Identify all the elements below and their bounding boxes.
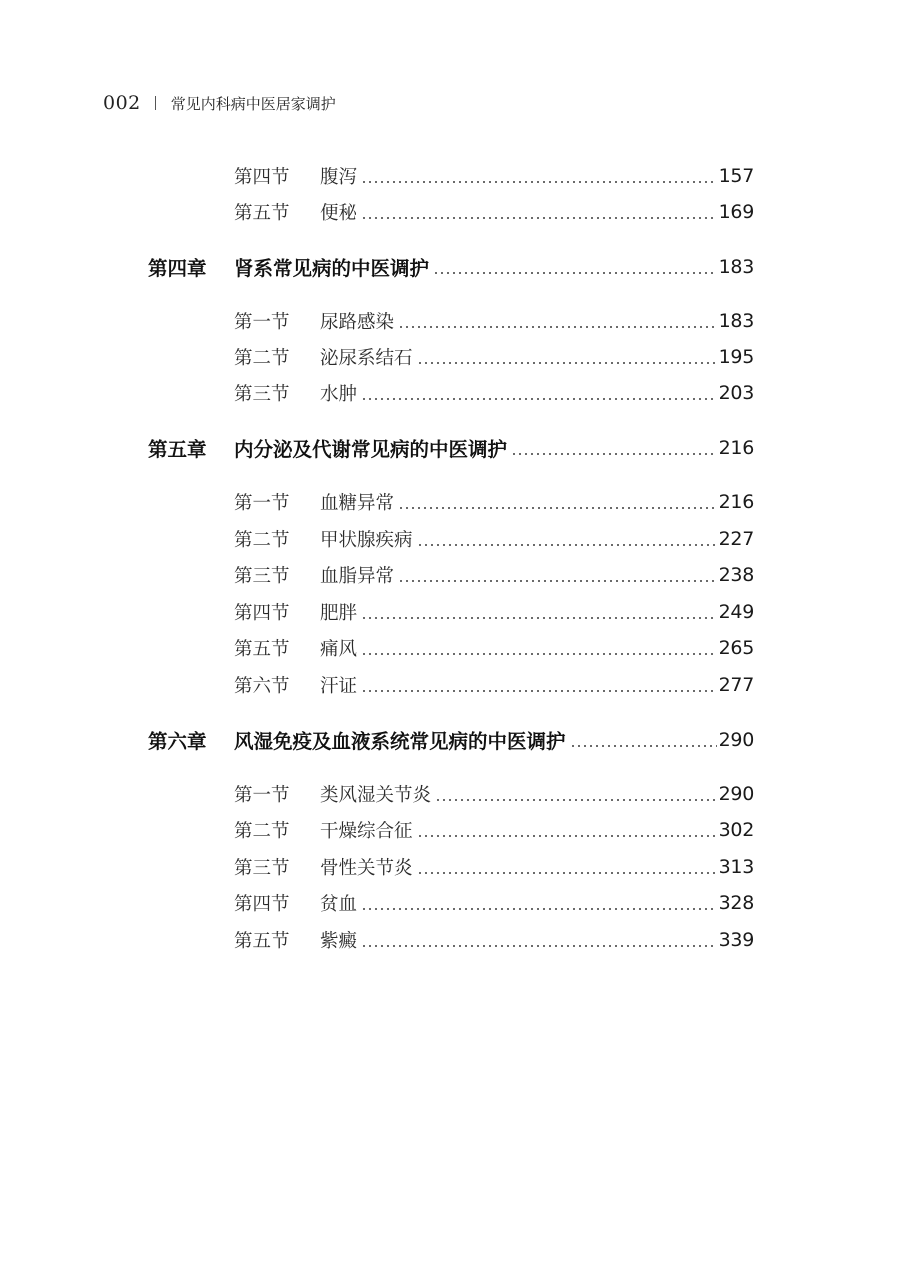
toc-section-row[interactable] xyxy=(234,524,754,554)
toc-section-row[interactable] xyxy=(234,342,754,372)
page-ref: 290 xyxy=(718,729,754,751)
dot-leader xyxy=(361,181,717,183)
dot-leader xyxy=(433,272,717,274)
section-label: 第一节 xyxy=(234,785,290,806)
toc-section-row[interactable] xyxy=(234,161,754,191)
toc-section-row[interactable] xyxy=(234,815,754,845)
toc-chapter-row[interactable] xyxy=(148,433,754,463)
page-number: 002 xyxy=(103,92,141,114)
dot-leader xyxy=(361,653,717,655)
section-title: 紫癜 xyxy=(320,931,358,952)
toc-section-row[interactable] xyxy=(234,633,754,663)
page-ref: 157 xyxy=(718,165,754,187)
chapter-title: 肾系常见病的中医调护 xyxy=(234,257,430,280)
section-title: 泌尿系结石 xyxy=(320,348,413,369)
toc-section-row[interactable] xyxy=(234,852,754,882)
section-title: 痛风 xyxy=(320,639,358,660)
section-title: 便秘 xyxy=(320,203,358,224)
toc-section-row[interactable] xyxy=(234,597,754,627)
toc-section-row[interactable] xyxy=(234,487,754,517)
page-ref: 216 xyxy=(718,437,754,459)
section-title: 汗证 xyxy=(320,676,358,697)
page-ref: 249 xyxy=(718,601,754,623)
page-ref: 290 xyxy=(718,783,754,805)
dot-leader xyxy=(361,945,717,947)
dot-leader xyxy=(511,453,717,455)
book-title: 常见内科病中医居家调护 xyxy=(170,94,336,113)
section-label: 第四节 xyxy=(234,894,290,915)
section-title: 血脂异常 xyxy=(320,566,395,587)
dot-leader xyxy=(361,217,717,219)
section-label: 第二节 xyxy=(234,821,290,842)
section-label: 第二节 xyxy=(234,348,290,369)
section-title: 干燥综合征 xyxy=(320,821,413,842)
section-label: 第五节 xyxy=(234,931,290,952)
section-label: 第三节 xyxy=(234,858,290,879)
page-ref: 313 xyxy=(718,856,754,878)
page-ref: 238 xyxy=(718,564,754,586)
dot-leader xyxy=(361,690,717,692)
toc-chapter-row[interactable] xyxy=(148,725,754,755)
page-ref: 216 xyxy=(718,491,754,513)
section-label: 第四节 xyxy=(234,167,290,188)
section-title: 骨性关节炎 xyxy=(320,858,413,879)
page-ref: 277 xyxy=(718,674,754,696)
toc-section-row[interactable] xyxy=(234,779,754,809)
section-label: 第五节 xyxy=(234,203,290,224)
page-ref: 183 xyxy=(718,256,754,278)
section-label: 第一节 xyxy=(234,312,290,333)
dot-leader xyxy=(361,908,717,910)
section-label: 第四节 xyxy=(234,603,290,624)
dot-leader xyxy=(398,580,717,582)
dot-leader xyxy=(417,872,717,874)
section-label: 第三节 xyxy=(234,384,290,405)
toc-section-row[interactable] xyxy=(234,670,754,700)
section-title: 尿路感染 xyxy=(320,312,395,333)
toc-section-row[interactable] xyxy=(234,197,754,227)
section-label: 第一节 xyxy=(234,493,290,514)
page-ref: 183 xyxy=(718,310,754,332)
section-title: 腹泻 xyxy=(320,167,358,188)
dot-leader xyxy=(398,507,717,509)
section-label: 第六节 xyxy=(234,676,290,697)
chapter-title: 风湿免疫及血液系统常见病的中医调护 xyxy=(234,730,566,753)
dot-leader xyxy=(361,617,717,619)
section-label: 第三节 xyxy=(234,566,290,587)
toc-section-row[interactable] xyxy=(234,888,754,918)
section-label: 第五节 xyxy=(234,639,290,660)
toc-section-row[interactable] xyxy=(234,306,754,336)
page-ref: 169 xyxy=(718,201,754,223)
section-title: 血糖异常 xyxy=(320,493,395,514)
section-title: 肥胖 xyxy=(320,603,358,624)
dot-leader xyxy=(417,362,717,364)
toc-section-row[interactable] xyxy=(234,378,754,408)
section-title: 水肿 xyxy=(320,384,358,405)
toc-section-row[interactable] xyxy=(234,925,754,955)
chapter-label: 第五章 xyxy=(148,438,207,461)
page-ref: 203 xyxy=(718,382,754,404)
page-ref: 328 xyxy=(718,892,754,914)
dot-leader xyxy=(435,799,717,801)
chapter-title: 内分泌及代谢常见病的中医调护 xyxy=(234,438,508,461)
dot-leader xyxy=(417,835,717,837)
page-ref: 195 xyxy=(718,346,754,368)
running-head xyxy=(103,90,336,116)
page-ref: 339 xyxy=(718,929,754,951)
section-label: 第二节 xyxy=(234,530,290,551)
section-title: 甲状腺疾病 xyxy=(320,530,413,551)
dot-leader xyxy=(570,745,717,747)
toc-chapter-row[interactable] xyxy=(148,252,754,282)
section-title: 类风湿关节炎 xyxy=(320,785,432,806)
chapter-label: 第六章 xyxy=(148,730,207,753)
dot-leader xyxy=(361,398,717,400)
section-title: 贫血 xyxy=(320,894,358,915)
page-ref: 302 xyxy=(718,819,754,841)
page-ref: 227 xyxy=(718,528,754,550)
chapter-label: 第四章 xyxy=(148,257,207,280)
toc-section-row[interactable] xyxy=(234,560,754,590)
dot-leader xyxy=(398,326,717,328)
header-divider xyxy=(155,96,156,110)
page-ref: 265 xyxy=(718,637,754,659)
dot-leader xyxy=(417,544,717,546)
